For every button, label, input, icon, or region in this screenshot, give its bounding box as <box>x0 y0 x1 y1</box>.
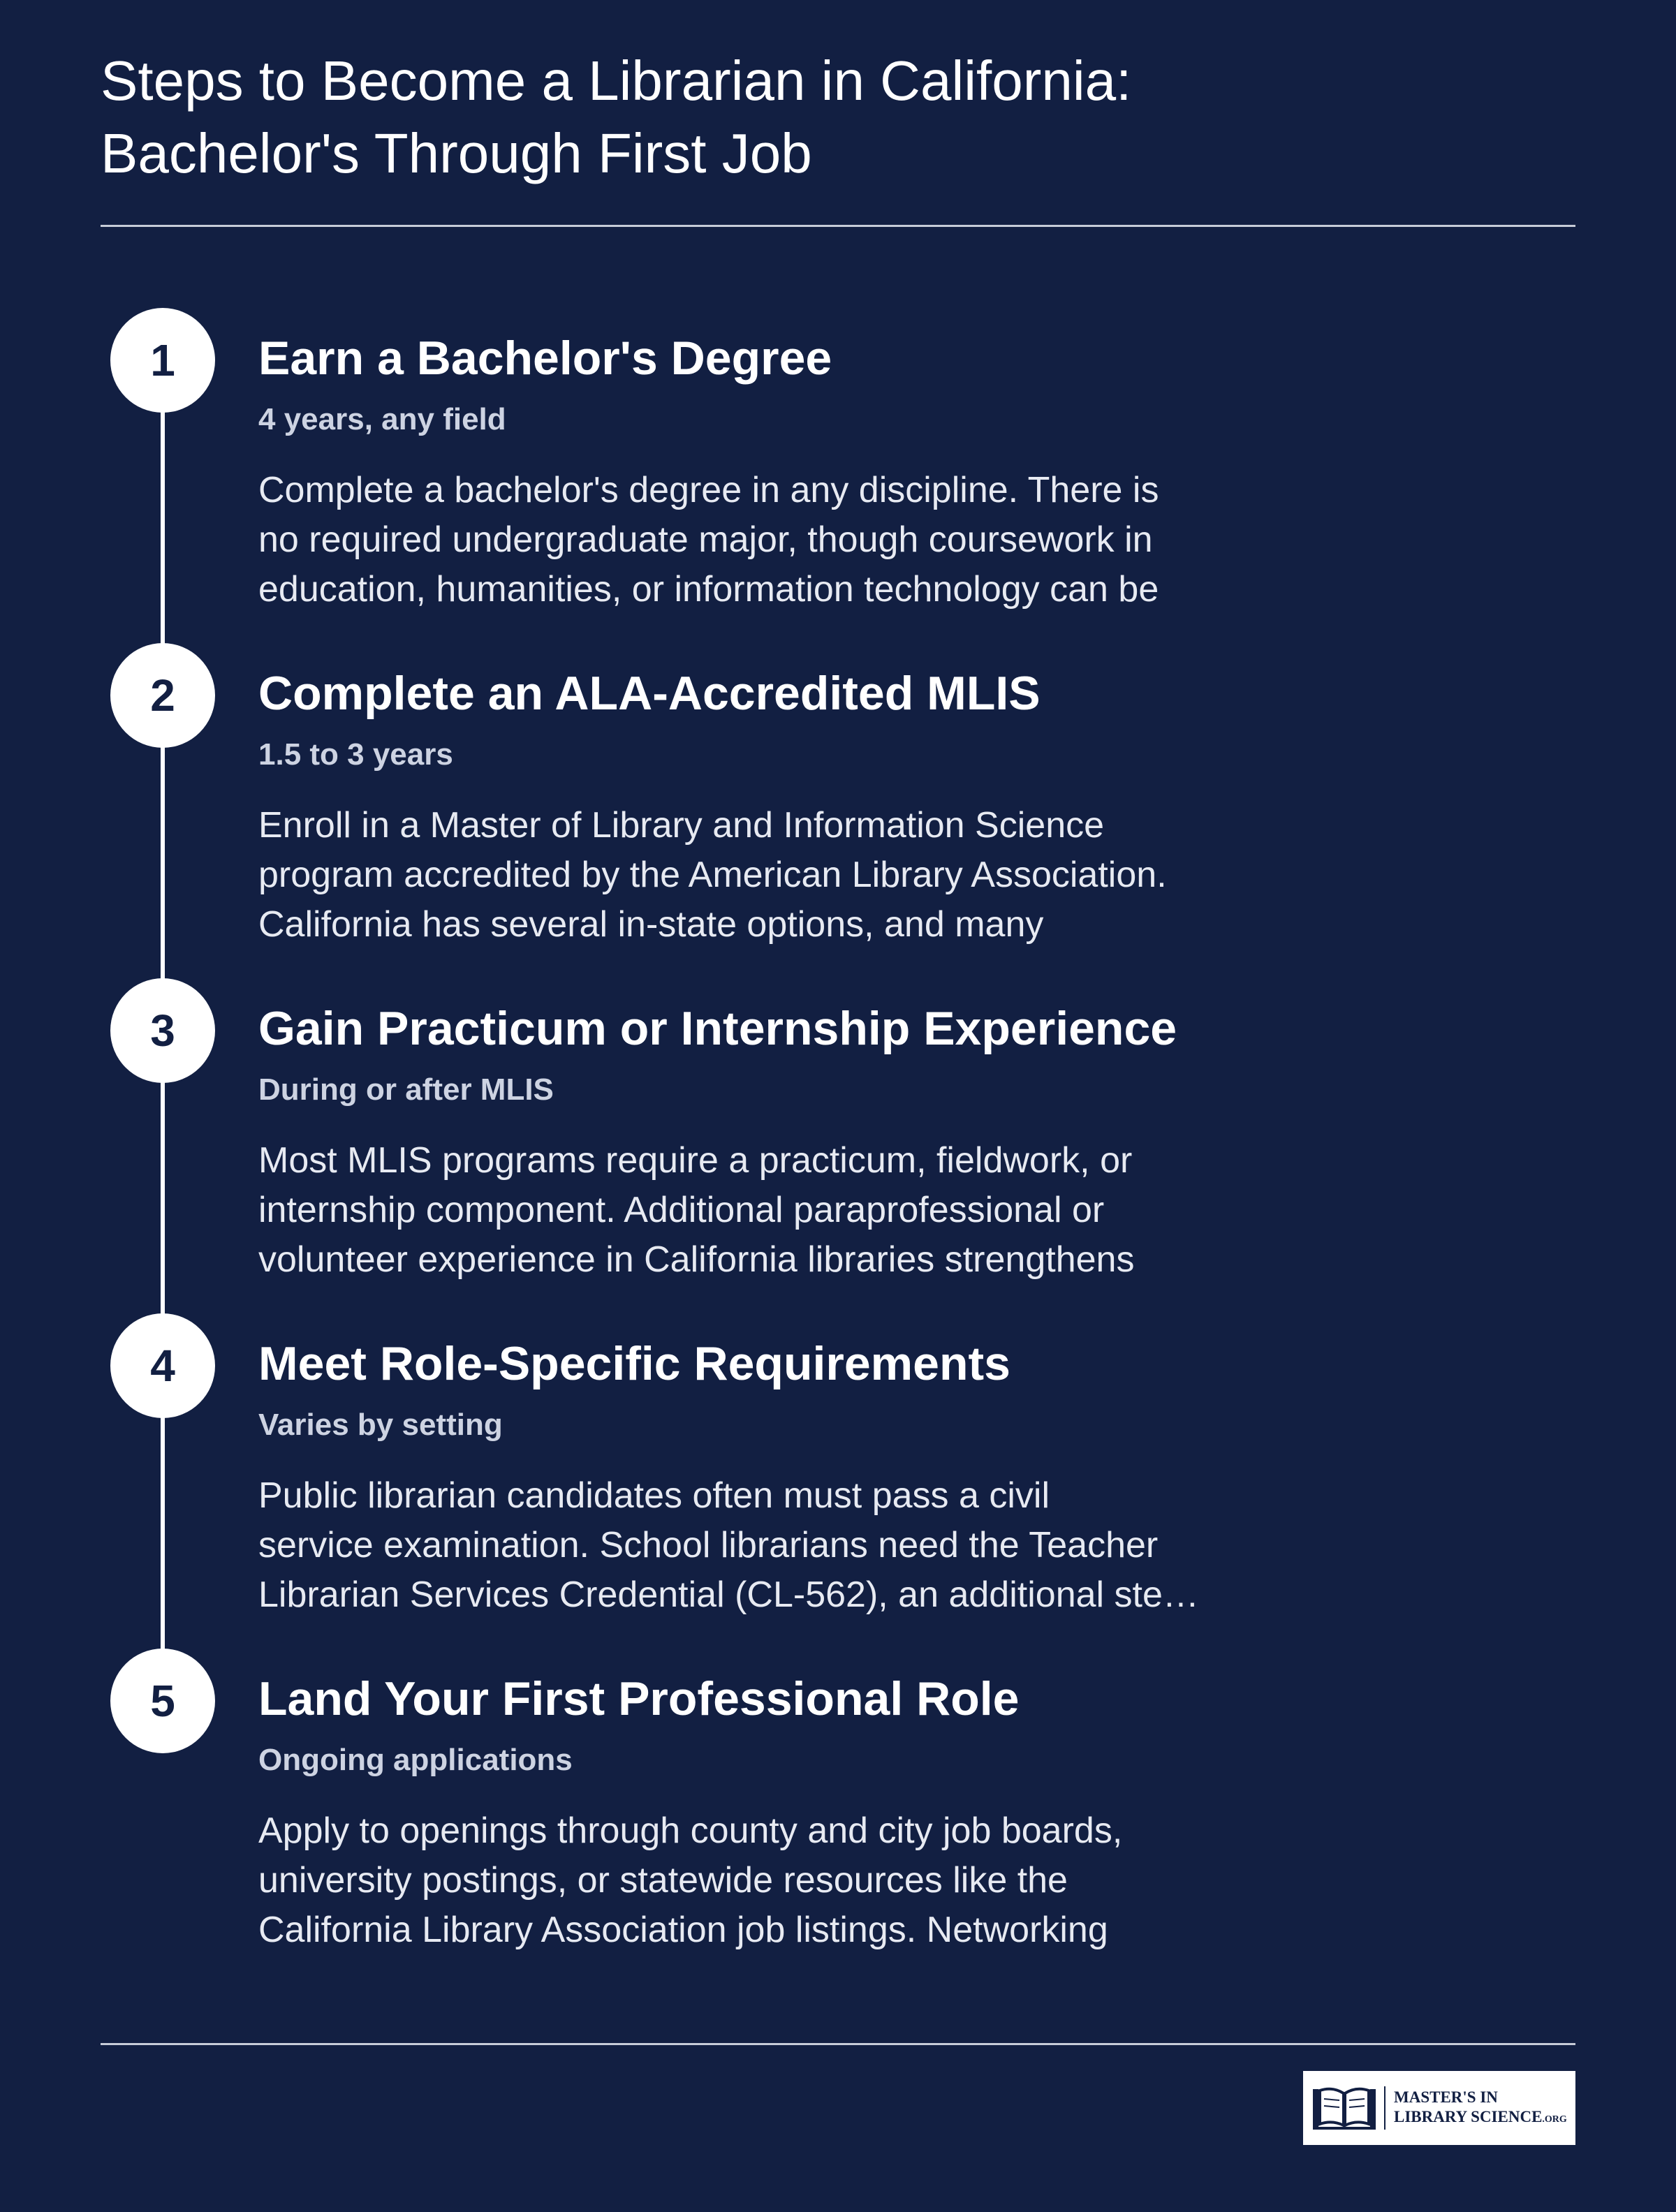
description-line: Most MLIS programs require a practicum, fieldwork, or <box>258 1140 1133 1181</box>
description-line: university postings, or statewide resources like the <box>258 1860 1068 1901</box>
step-duration: Varies by setting <box>258 1408 503 1442</box>
step-description <box>258 801 1292 950</box>
step-description <box>258 1471 1292 1620</box>
description-line: education, humanities, or information technology can be <box>258 569 1159 610</box>
top-divider <box>101 225 1575 227</box>
step-description <box>258 466 1292 614</box>
step-title: Meet Role-Specific Requirements <box>258 1337 1010 1390</box>
step-number-badge: 3 <box>110 978 215 1083</box>
step-4 <box>0 1313 1676 1621</box>
description-line: service examination. School librarians need the Teacher <box>258 1525 1159 1565</box>
logo-line-2 <box>1394 2107 1567 2130</box>
logo-line-1: MASTER'S IN <box>1394 2088 1498 2106</box>
step-duration: 1.5 to 3 years <box>258 737 453 772</box>
logo-divider <box>1384 2086 1385 2130</box>
step-number-badge: 1 <box>110 308 215 413</box>
description-line: program accredited by the American Library Association. <box>258 855 1167 895</box>
step-number-badge: 5 <box>110 1649 215 1753</box>
step-title: Gain Practicum or Internship Experience <box>258 1002 1177 1055</box>
logo-line-2-text: LIBRARY SCIENCE <box>1394 2108 1543 2125</box>
description-line: no required undergraduate major, though coursework in <box>258 519 1153 560</box>
site-logo[interactable] <box>1303 2071 1575 2145</box>
step-title: Earn a Bachelor's Degree <box>258 332 832 385</box>
logo-wordmark <box>1394 2088 1567 2130</box>
bottom-divider <box>101 2043 1575 2045</box>
step-title: Land Your First Professional Role <box>258 1672 1020 1725</box>
description-line: Apply to openings through county and city job boards, <box>258 1811 1123 1851</box>
description-line: California Library Association job listings. Networking <box>258 1910 1108 1950</box>
title-line-2: Bachelor's Through First Job <box>101 122 812 184</box>
step-number-badge: 4 <box>110 1313 215 1418</box>
description-line: California has several in-state options, and many <box>258 904 1044 945</box>
description-line: volunteer experience in California libraries strengthens <box>258 1239 1135 1280</box>
step-description <box>258 1806 1292 1955</box>
description-line: Enroll in a Master of Library and Information Science <box>258 805 1105 846</box>
step-1 <box>0 308 1676 615</box>
open-book-icon <box>1311 2085 1377 2131</box>
step-description <box>258 1136 1292 1285</box>
step-3 <box>0 978 1676 1285</box>
step-number-badge: 2 <box>110 643 215 748</box>
step-5 <box>0 1649 1676 1956</box>
description-line: Complete a bachelor's degree in any discipline. There is <box>258 470 1159 510</box>
step-duration: During or after MLIS <box>258 1072 554 1107</box>
description-line: internship component. Additional paraprofessional or <box>258 1190 1105 1230</box>
step-duration: Ongoing applications <box>258 1743 573 1777</box>
title-line-1: Steps to Become a Librarian in California: <box>101 50 1132 112</box>
page-title <box>101 45 1497 190</box>
description-line: Librarian Services Credential (CL-562), an additional ste… <box>258 1575 1199 1615</box>
logo-suffix: .ORG <box>1542 2114 1567 2125</box>
step-duration: 4 years, any field <box>258 402 506 436</box>
step-2 <box>0 643 1676 950</box>
step-title: Complete an ALA-Accredited MLIS <box>258 667 1041 720</box>
description-line: Public librarian candidates often must pass a civil <box>258 1475 1050 1516</box>
